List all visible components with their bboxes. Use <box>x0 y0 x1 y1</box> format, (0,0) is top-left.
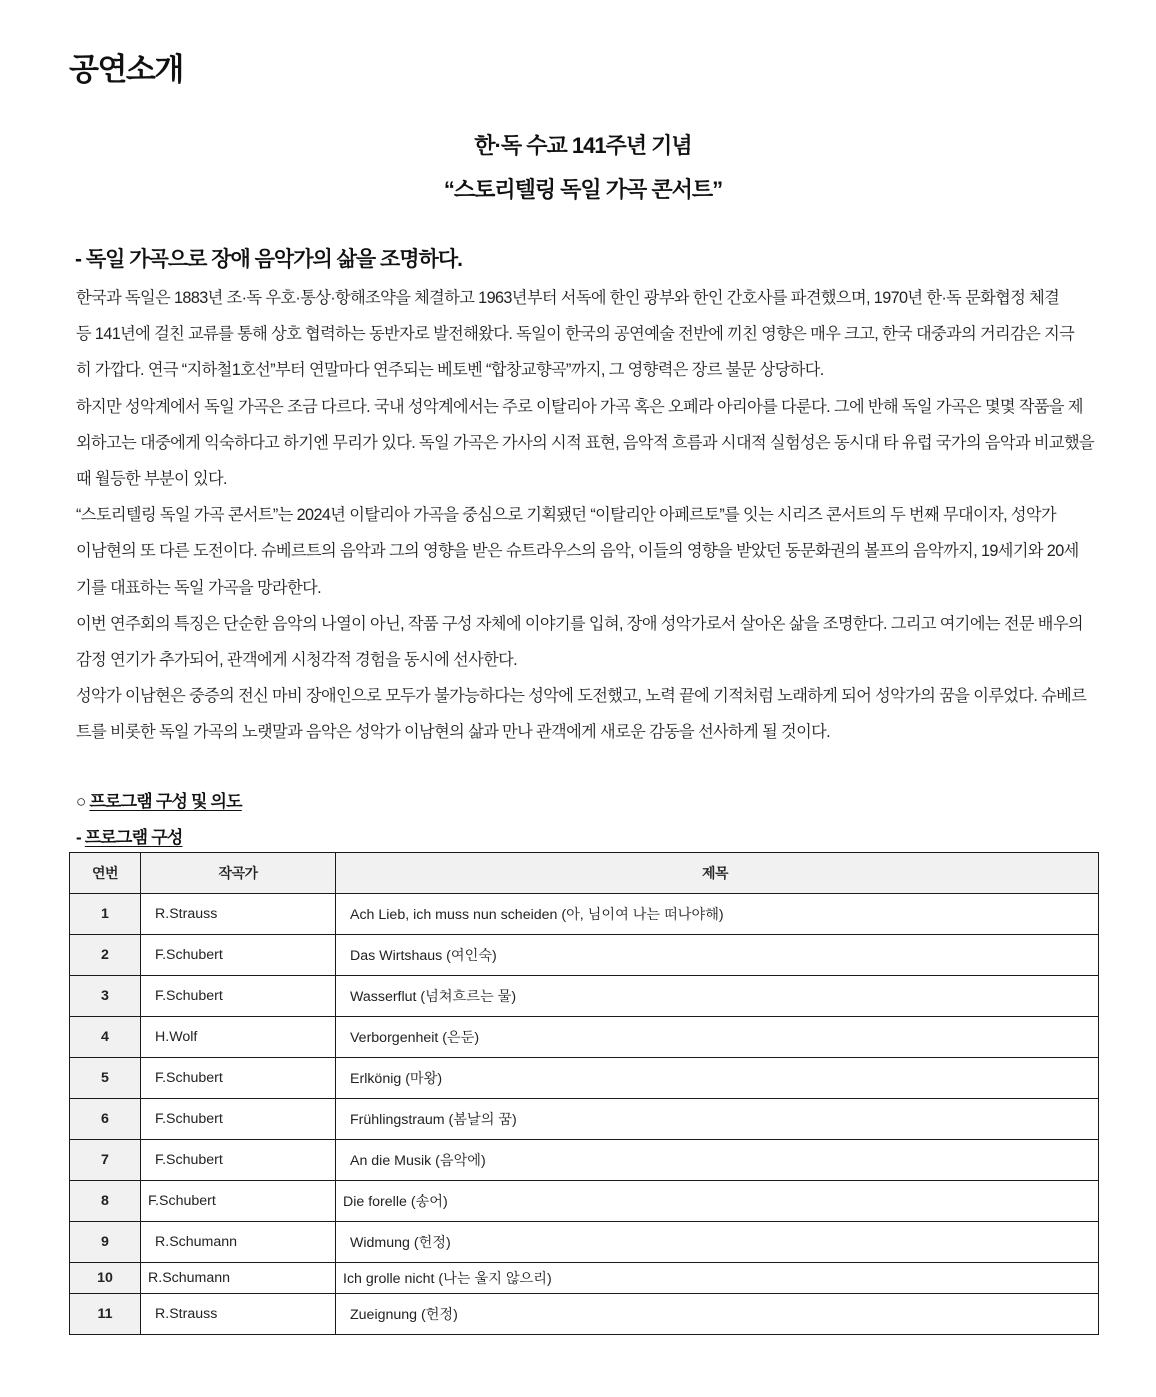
cell-number: 8 <box>70 1181 141 1222</box>
body-line: 기를 대표하는 독일 가곡을 망라한다. <box>76 578 322 597</box>
cell-number: 3 <box>70 976 141 1017</box>
cell-title: Frühlingstraum (봄날의 꿈) <box>336 1099 1099 1140</box>
cell-number: 10 <box>70 1263 141 1294</box>
body-line: 이남현의 또 다른 도전이다. 슈베르트의 음악과 그의 영향을 받은 슈트라우스의 음악, 이들의 영향을 받았던 동문화권의 볼프의 음악까지, 19세기와 20세 <box>76 542 1079 561</box>
table-row <box>70 1058 1099 1099</box>
table-row <box>70 1263 1099 1294</box>
table-row <box>70 1294 1099 1335</box>
cell-title: Ich grolle nicht (나는 울지 않으리) <box>336 1263 1099 1294</box>
cell-composer: R.Strauss <box>141 894 336 935</box>
body-line: 감정 연기가 추가되어, 관객에게 시청각적 경험을 동시에 선사한다. <box>76 651 518 670</box>
cell-number: 11 <box>70 1294 141 1335</box>
table-row <box>70 1140 1099 1181</box>
body-line: 외하고는 대중에게 익숙하다고 하기엔 무리가 있다. 독일 가곡은 가사의 시적 표현, 음악적 흐름과 시대적 실험성은 동시대 타 유럽 국가의 음악과 비교했을 <box>76 433 1095 452</box>
cell-number: 7 <box>70 1140 141 1181</box>
cell-composer: R.Schumann <box>141 1263 336 1294</box>
body-line: 등 141년에 걸친 교류를 통해 상호 협력하는 동반자로 발전해왔다. 독일이 한국의 공연예술 전반에 끼친 영향은 매우 크고, 한국 대중과의 거리감은 지극 <box>76 325 1075 344</box>
section-heading-label: 프로그램 구성 및 의도 <box>89 792 242 811</box>
body-line: 성악가 이남현은 중증의 전신 마비 장애인으로 모두가 불가능하다는 성악에 도전했고, 노력 끝에 기적처럼 노래하게 되어 성악가의 꿈을 이루었다. 슈베르 <box>76 687 1087 706</box>
cell-composer: F.Schubert <box>141 1181 336 1222</box>
cell-composer: R.Strauss <box>141 1294 336 1335</box>
introduction-body <box>76 280 1100 751</box>
table-row <box>70 1222 1099 1263</box>
cell-composer: R.Schumann <box>141 1222 336 1263</box>
section-heading-program <box>76 823 182 848</box>
cell-number: 2 <box>70 935 141 976</box>
cell-composer: F.Schubert <box>141 1058 336 1099</box>
cell-composer: F.Schubert <box>141 935 336 976</box>
column-header-composer: 작곡가 <box>141 853 336 894</box>
headline-anniversary: 한·독 수교 141주년 기념 <box>474 133 692 158</box>
cell-title: Erlkönig (마왕) <box>336 1058 1099 1099</box>
section-heading-program-intent <box>76 787 242 812</box>
body-line: “스토리텔링 독일 가곡 콘서트”는 2024년 이탈리아 가곡을 중심으로 기획됐던 “이탈리안 아페르토”를 잇는 시리즈 콘서트의 두 번째 무대이자, 성악가 <box>76 506 1057 525</box>
table-row <box>70 894 1099 935</box>
cell-composer: F.Schubert <box>141 1140 336 1181</box>
subheading: - 독일 가곡으로 장애 음악가의 삶을 조명하다. <box>75 248 462 271</box>
cell-composer: H.Wolf <box>141 1017 336 1058</box>
table-header-row <box>70 853 1099 894</box>
table-row <box>70 1181 1099 1222</box>
headline-concert-title: “스토리텔링 독일 가곡 콘서트” <box>443 177 723 202</box>
cell-title: An die Musik (음악에) <box>336 1140 1099 1181</box>
table-row <box>70 976 1099 1017</box>
cell-title: Ach Lieb, ich muss nun scheiden (아, 님이여 나는 떠나야해) <box>336 894 1099 935</box>
cell-number: 9 <box>70 1222 141 1263</box>
table-row <box>70 935 1099 976</box>
section-heading-label: 프로그램 구성 <box>84 828 183 847</box>
cell-number: 4 <box>70 1017 141 1058</box>
cell-title: Die forelle (송어) <box>336 1181 1099 1222</box>
column-header-title: 제목 <box>336 853 1099 894</box>
cell-number: 1 <box>70 894 141 935</box>
cell-title: Verborgenheit (은둔) <box>336 1017 1099 1058</box>
cell-composer: F.Schubert <box>141 976 336 1017</box>
column-header-number: 연번 <box>70 853 141 894</box>
body-line: 히 가깝다. 연극 “지하철1호선”부터 연말마다 연주되는 베토벤 “합창교향곡”까지, 그 영향력은 장르 불문 상당하다. <box>76 361 824 380</box>
cell-title: Wasserflut (넘쳐흐르는 물) <box>336 976 1099 1017</box>
cell-title: Zueignung (헌정) <box>336 1294 1099 1335</box>
program-table <box>69 852 1099 1335</box>
page-title: 공연소개 <box>69 52 183 87</box>
cell-title: Widmung (헌정) <box>336 1222 1099 1263</box>
cell-composer: F.Schubert <box>141 1099 336 1140</box>
cell-number: 6 <box>70 1099 141 1140</box>
cell-number: 5 <box>70 1058 141 1099</box>
dash-bullet: - <box>76 828 85 847</box>
body-line: 한국과 독일은 1883년 조·독 우호·통상·항해조약을 체결하고 1963년부터 서독에 한인 광부와 한인 간호사를 파견했으며, 1970년 한·독 문화협정 체결 <box>76 289 1060 307</box>
table-row <box>70 1099 1099 1140</box>
body-line: 트를 비롯한 독일 가곡의 노랫말과 음악은 성악가 이남현의 삶과 만나 관객에게 새로운 감동을 선사하게 될 것이다. <box>76 723 831 742</box>
body-line: 이번 연주회의 특징은 단순한 음악의 나열이 아닌, 작품 구성 자체에 이야기를 입혀, 장애 성악가로서 살아온 삶을 조명한다. 그리고 여기에는 전문 배우의 <box>76 614 1083 633</box>
body-line: 때 월등한 부분이 있다. <box>76 470 227 489</box>
circle-bullet-icon: ○ <box>76 792 90 811</box>
table-row <box>70 1017 1099 1058</box>
cell-title: Das Wirtshaus (여인숙) <box>336 935 1099 976</box>
body-line: 하지만 성악계에서 독일 가곡은 조금 다르다. 국내 성악계에서는 주로 이탈리아 가곡 혹은 오페라 아리아를 다룬다. 그에 반해 독일 가곡은 몇몇 작품을 제 <box>76 397 1083 416</box>
